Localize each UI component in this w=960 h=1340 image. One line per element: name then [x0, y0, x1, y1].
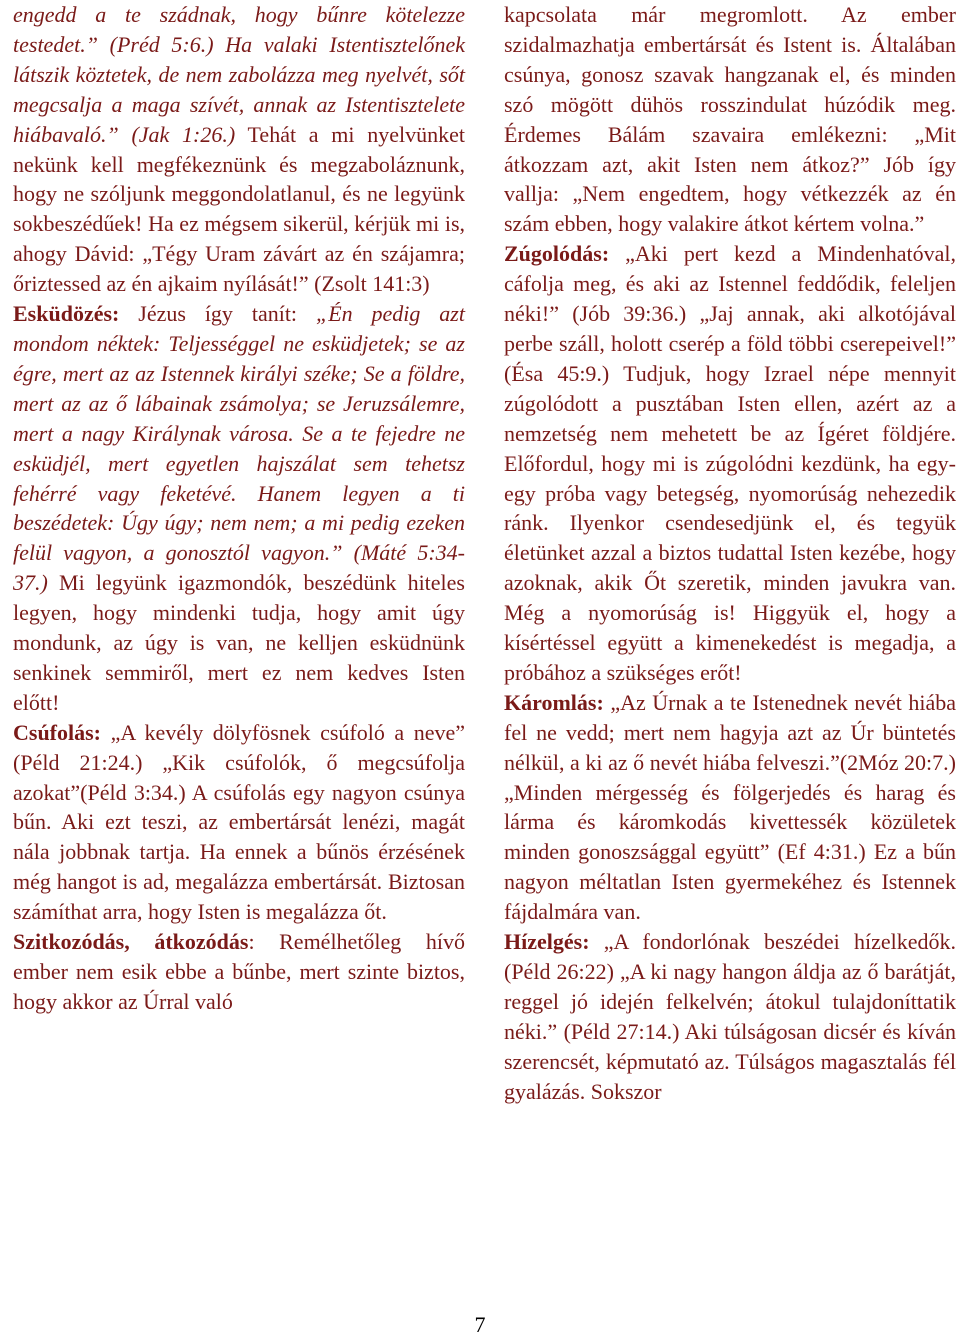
heading-karomlas: Káromlás:: [504, 689, 604, 715]
heading-szitkozodas: Szitkozódás, átkozódás: [13, 929, 249, 955]
heading-zugolodas: Zúgolódás:: [504, 241, 610, 267]
section-hizelges: [504, 927, 956, 1106]
body-text: kapcsolata már megromlott. Az ember szidalmazhatja embertársát és Istent is. Általában csúnya, gonosz szavak hangzanak el, és minden szó mögött dühös rosszindulat húzódik meg. Érdemes Bálám szavaira emlékezni: „Mit átkozzam azt, akit Isten nem átkoz?” Jób így vallja: „Nem engedtem, hogy vétkezzék az én szám ebben, hogy valakire átkot kértem volna.”: [504, 2, 956, 237]
heading-hizelges: Hízelgés:: [504, 929, 590, 955]
page-number: 7: [474, 1312, 486, 1337]
body-text: „Aki pert kezd a Mindenhatóval, cáfolja meg, és aki az Istennel feddődik, feleljen néki!” (Jób 39:36.) „Jaj annak, aki alkotójával perbe száll, holott cserép a föld többi cserepeivel!” (Ésa 45:9.) Tudjuk, hogy Izrael népe mennyit zúgolódott a pusztában Isten ellen, azért az a nemzetség nem mehetett be az Ígéret földjére. Előfordul, hogy mi is zúgolódni kezdünk, ha egy-egy próba vagy betegség, nyomorúság nehezedik ránk. Ilyenkor csendesedjünk el, és tegyük életünket azzal a biztos tudattal Isten kezébe, hogy azoknak, akik Őt szeretik, minden javukra van. Még a nyomorúság is! Higgyük el, hogy a kísértéssel együtt a kimenekedést is megadja, a próbához a szükséges erőt!: [504, 241, 956, 685]
scripture-quote: „Én pedig azt mondom néktek: Teljességgel ne esküdjetek; se az égre, mert az az Istennek királyi széke; Se a földre, mert az az ő lábainak zsámolya; se Jeruzsálemre, mert a nagy Királynak városa. Se a te fejedre ne esküdjél, mert egyetlen hajszálat sem tehetsz fehérré vagy feketévé. Hanem legyen a ti beszédetek: Úgy úgy; nem nem; a mi pedig ezeken felül vagyon, a gonosztól vagyon.” (Máté 5:34-37.): [13, 301, 465, 596]
right-column: [504, 0, 956, 1107]
section-csufolas: [13, 718, 465, 927]
section-karomlas: [504, 688, 956, 927]
left-column: [13, 0, 465, 1017]
body-text: „Az Úrnak a te Istenednek nevét hiába fel ne vedd; mert nem hagyja azt az Úr büntetés nélkül, a ki az ő nevét hiába felveszi.”(2Móz 20:7.) „Minden mérgesség és fölgerjedés és harag és lárma és káromkodás kivettessék közületek minden gonoszsággal együtt” (Ef 4:31.) Ez a bűn nagyon méltatlan Isten gyermekéhez és Istennek fájdalmára van.: [504, 689, 956, 925]
body-text: Tehát a mi nyelvünket nekünk kell megfékeznünk és megzaboláznunk, hogy ne szóljunk meggondolatlanul, és ne legyünk sokbeszédűek! Ha ez mégsem sikerül, kérjük mi is, ahogy Dávid: „Tégy Uram závárt az én szájamra; őriztessed az én ajkaim nyílását!” (Zsolt 141:3): [13, 121, 466, 297]
scripture-quote: engedd a te szádnak, hogy bűnre kötelezze testedet.” (Préd 5:6.) Ha valaki Istentisztelőnek látszik köztetek, de nem zabolázza meg nyelvét, sőt megcsalja a maga szívét, annak az Istentisztelete hiábavaló.” (Jak 1:26.): [13, 2, 465, 147]
body-text: : Remélhetőleg hívő ember nem esik ebbe a bűnbe, mert szinte biztos, hogy akkor az Úrral való: [13, 929, 465, 1014]
left-paragraph: [13, 0, 465, 299]
body-text: „A fondorlónak beszédei hízelkedők. (Péld 26:22) „A ki nagy hangon áldja az ő barátját, reggel jó idején felkelvén; átokul tulajdoníttatik néki.” (Péld 27:14.) Aki túlságosan dicsér és kíván szerencsét, képmutató az. Túlságos magasztalás fél gyalázás. Sokszor: [504, 929, 956, 1104]
heading-eskudozes: Esküdözés:: [13, 301, 120, 327]
section-szitkozodas: [13, 927, 465, 1017]
body-text: Mi legyünk igazmondók, beszédünk hiteles legyen, hogy mindenki tudja, hogy amit úgy mondunk, az úgy is van, ne kelljen esküdnünk senkinek semmiről, mert ez nem kedves Isten előtt!: [13, 570, 465, 715]
section-eskudozes: [13, 299, 465, 718]
body-text: Jézus így tanít:: [119, 301, 316, 327]
body-text: „A kevély dölyfösnek csúfoló a neve” (Péld 21:24.) „Kik csúfolók, ő megcsúfolja azokat”(Péld 3:34.) A csúfolás egy nagyon csúnya bűn. Aki ezt teszi, az embertársát lenézi, magát nála jobbnak tartja. Ha ennek a bűnös érzésének még hangot is ad, megalázza embertársát. Biztosan számíthat arra, hogy Isten is megalázza őt.: [13, 719, 465, 925]
section-zugolodas: [504, 239, 956, 688]
right-paragraph: [504, 0, 956, 239]
heading-csufolas: Csúfolás:: [13, 719, 102, 745]
